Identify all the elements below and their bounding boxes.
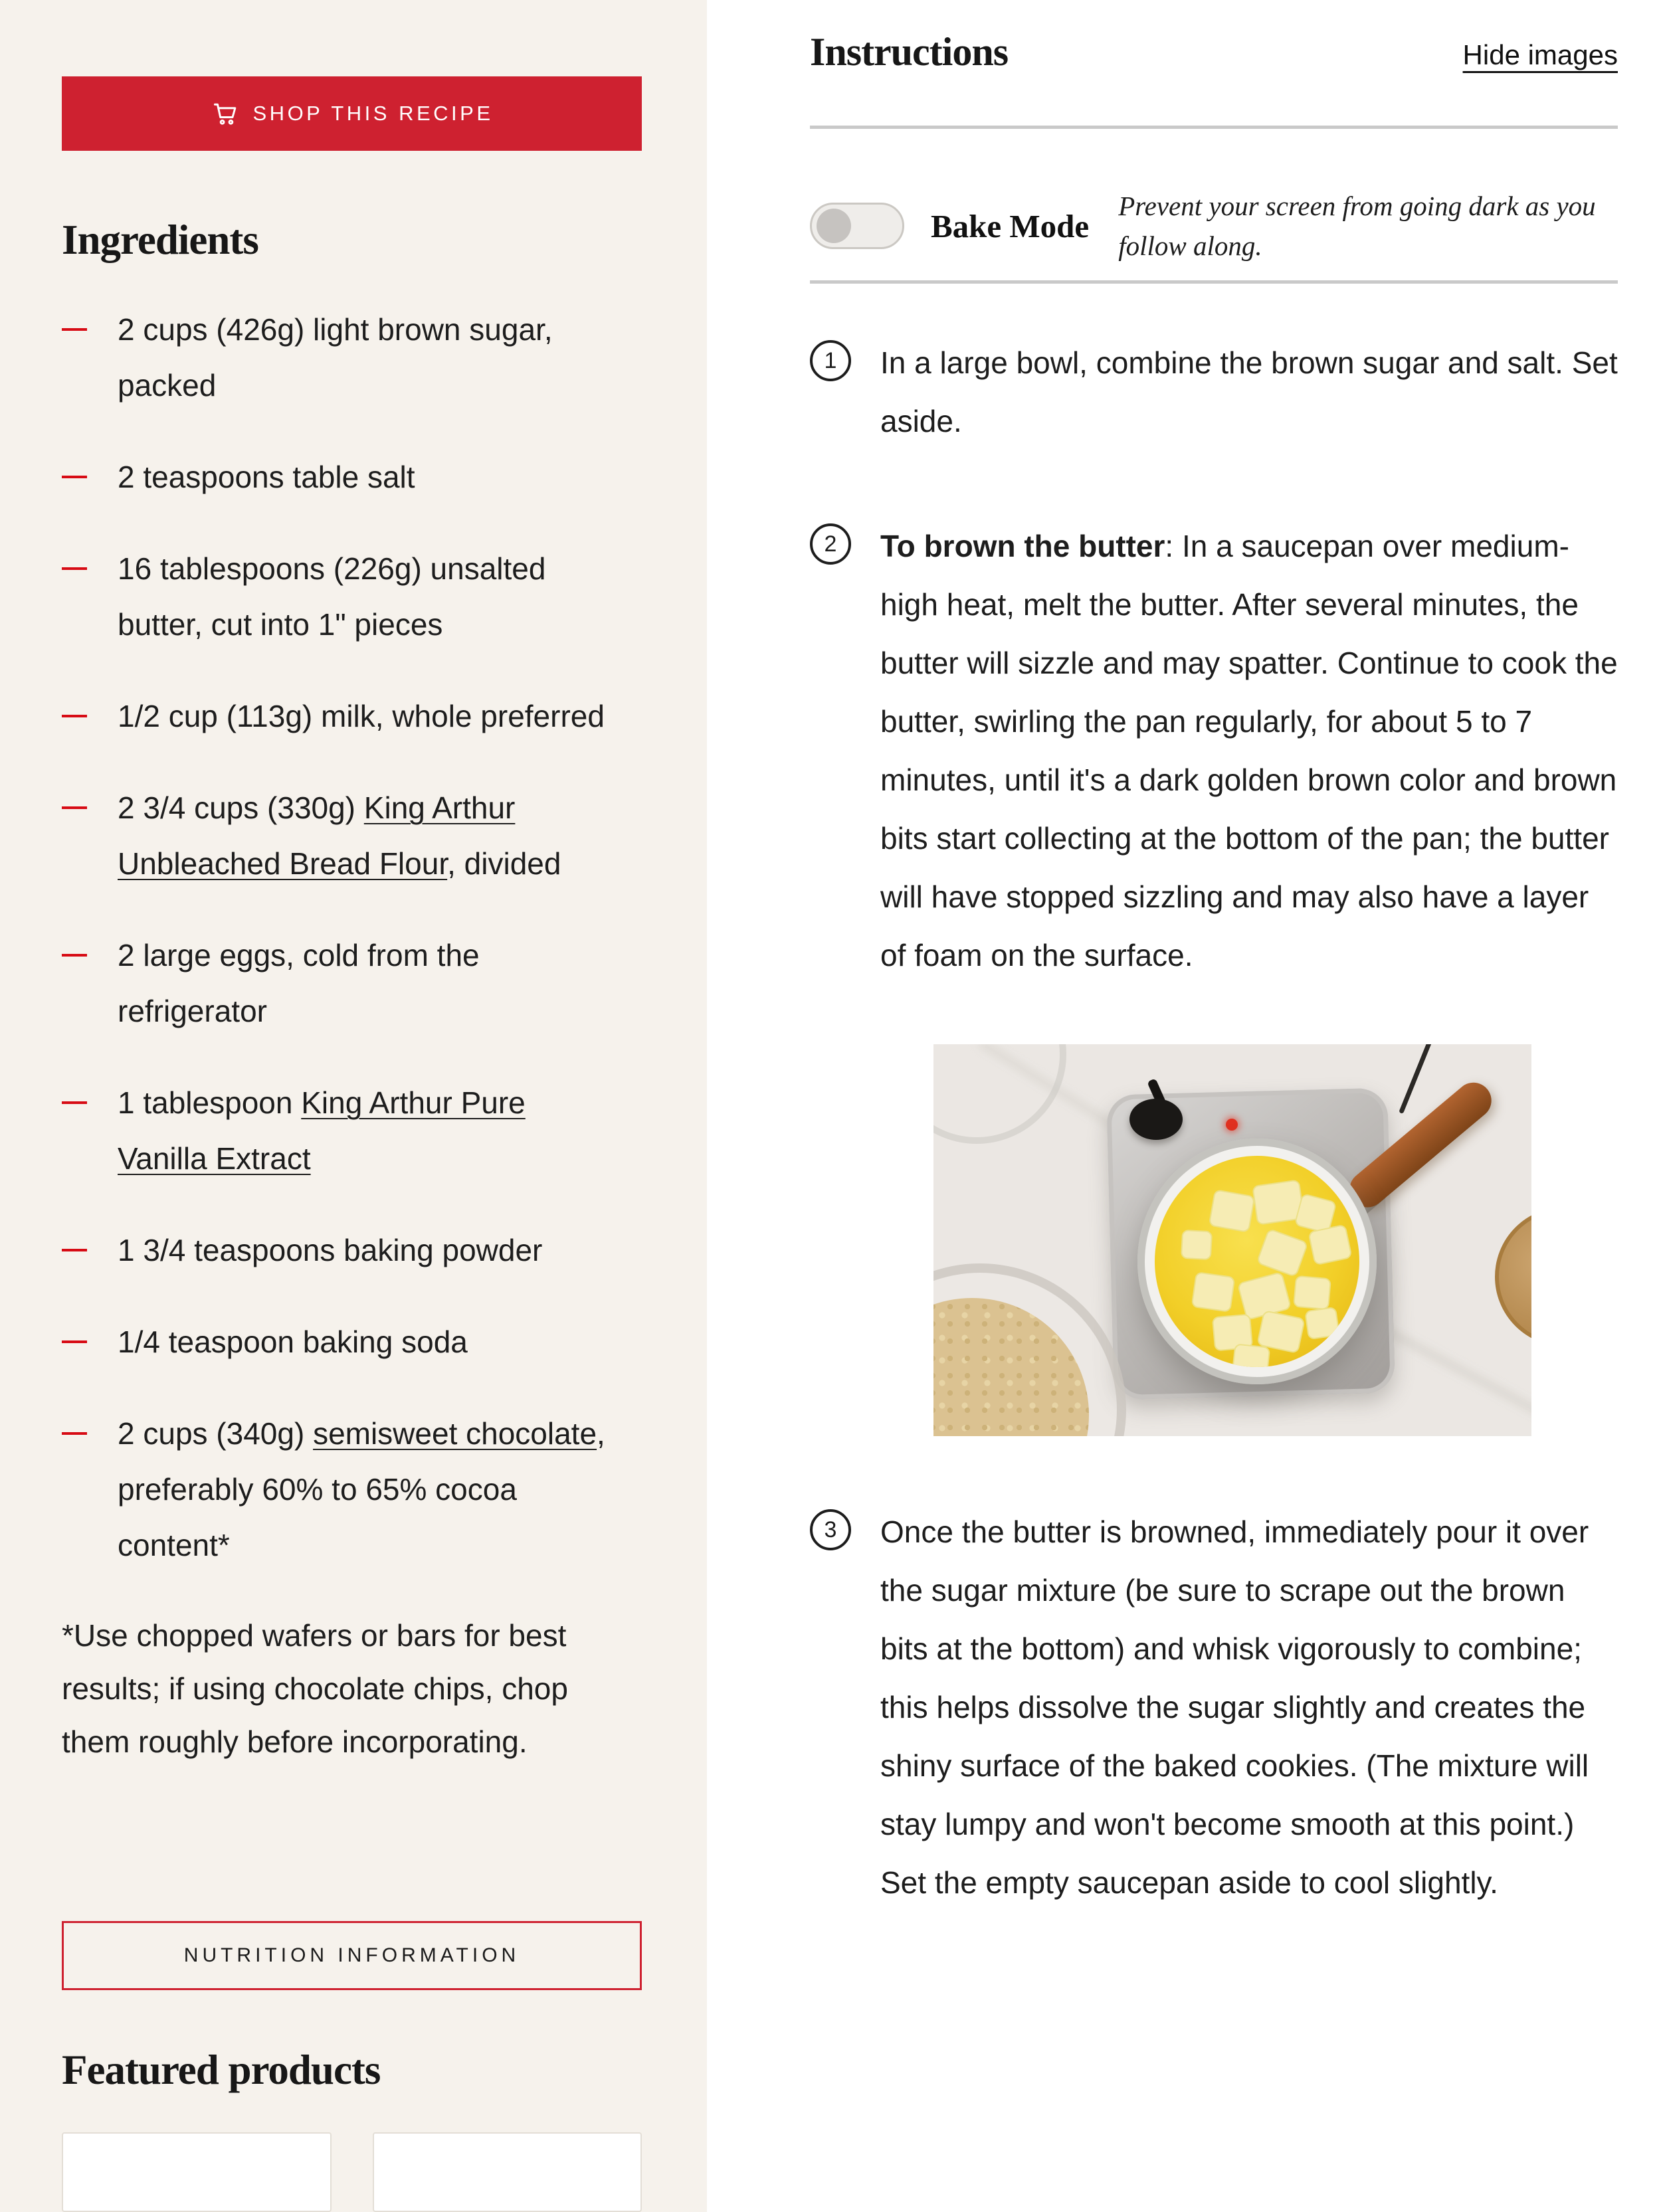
shop-this-recipe-button[interactable] — [62, 76, 642, 151]
step-text — [880, 1503, 1618, 1912]
butter-cube — [1308, 1224, 1353, 1266]
ingredient-item — [62, 1314, 642, 1370]
featured-products-title: Featured products — [62, 2047, 381, 2094]
text-segment: 1/2 cup (113g) milk, whole preferred — [118, 699, 605, 734]
nutrition-information-button[interactable]: NUTRITION INFORMATION — [62, 1921, 642, 1990]
red-indicator-light — [1226, 1119, 1238, 1131]
butter-cube — [1181, 1230, 1213, 1260]
ingredient-text — [118, 449, 623, 505]
saucepan — [1137, 1139, 1377, 1384]
step-number: 2 — [810, 523, 851, 565]
bottom-fade-overlay — [707, 2013, 1661, 2212]
ingredient-item — [62, 302, 642, 413]
text-segment: 2 cups (426g) light brown sugar, packed — [118, 312, 553, 403]
text-segment: Once the butter is browned, immediately pour it over the sugar mixture (be sure to scrape out the brown bits at the bottom) and whisk vigorously to combine; this helps dissolve the sugar slightly and creates the shiny surface of the baked cookies. (The mixture will stay lumpy and won't become smooth at this point.) Set the empty saucepan aside to cool slightly. — [880, 1515, 1589, 1900]
text-segment: To brown the butter — [880, 529, 1165, 563]
red-dash-bullet — [62, 328, 87, 331]
ingredient-link[interactable]: semisweet chocolate — [313, 1416, 597, 1451]
butter-melting-photo — [933, 1044, 1531, 1436]
step-text — [880, 517, 1618, 984]
ingredient-text — [118, 302, 623, 413]
featured-products-row — [62, 2132, 642, 2212]
bake-mode-row — [810, 186, 1618, 266]
red-dash-bullet — [62, 1249, 87, 1251]
divider — [810, 126, 1618, 129]
bake-mode-label: Bake Mode — [931, 207, 1090, 244]
toggle-knob — [817, 209, 851, 243]
ingredient-text — [118, 927, 623, 1039]
hide-images-link[interactable]: Hide images — [1462, 39, 1618, 70]
ingredient-text — [118, 1222, 623, 1278]
butter-cube — [1304, 1307, 1340, 1340]
text-segment: In a large bowl, combine the brown sugar and salt. Set aside. — [880, 345, 1618, 438]
instruction-steps — [810, 333, 1618, 1912]
red-dash-bullet — [62, 476, 87, 478]
ingredient-text — [118, 1406, 623, 1573]
text-segment: 1 3/4 teaspoons baking powder — [118, 1233, 543, 1268]
ingredient-item — [62, 688, 642, 744]
instructions-title: Instructions — [810, 30, 1009, 74]
text-segment: 2 3/4 cups (330g) — [118, 790, 364, 826]
ingredients-title: Ingredients — [62, 217, 258, 263]
ingredient-item — [62, 927, 642, 1039]
ingredient-text — [118, 541, 623, 652]
ingredient-item — [62, 1406, 642, 1573]
text-segment: 2 teaspoons table salt — [118, 460, 415, 495]
featured-product-card[interactable] — [373, 2132, 642, 2212]
step-2-body — [880, 517, 1618, 1436]
text-segment: : In a saucepan over medium-high heat, melt the butter. After several minutes, the butter will sizzle and may spatter. Continue to cook the butter, swirling the pan regularly, for about 5 to 7 minutes, until it's a dark golden brown color and brown bits start collecting at the bottom of the pan; the butter will have stopped sizzling and may also have a layer of foam on the surface. — [880, 529, 1618, 972]
butter-cube — [1232, 1343, 1271, 1367]
divider — [810, 280, 1618, 284]
bake-mode-toggle[interactable] — [810, 203, 904, 249]
step-2 — [810, 517, 1618, 1436]
red-dash-bullet — [62, 1340, 87, 1343]
butter-cube — [1191, 1271, 1236, 1313]
ingredients-list — [62, 302, 642, 1573]
text-segment: 2 cups (340g) — [118, 1416, 314, 1451]
step-1 — [810, 333, 1618, 450]
ingredient-text — [118, 1075, 623, 1186]
text-segment: 16 tablespoons (226g) unsalted butter, cut into 1" pieces — [118, 551, 546, 642]
shop-button-label: SHOP THIS RECIPE — [252, 102, 494, 125]
melted-butter — [1155, 1156, 1359, 1367]
featured-product-card[interactable] — [62, 2132, 332, 2212]
recipe-sidebar — [0, 0, 707, 2212]
instructions-header — [810, 30, 1618, 74]
step-3 — [810, 1503, 1618, 1912]
glass-dish-edge — [933, 1044, 1066, 1144]
ingredient-item — [62, 780, 642, 891]
text-segment: 1/4 teaspoon baking soda — [118, 1325, 468, 1360]
ingredient-link[interactable]: King Arthur Unbleached Bread Flour — [118, 790, 516, 881]
ingredient-text — [118, 688, 623, 744]
ingredient-text — [118, 1314, 623, 1370]
step-number: 1 — [810, 340, 851, 381]
bake-mode-description: Prevent your screen from going dark as you follow along. — [1118, 191, 1596, 261]
power-cord — [1399, 1044, 1432, 1114]
ingredient-text — [118, 780, 623, 891]
cart-icon — [211, 99, 240, 128]
hot-plate-knob — [1129, 1099, 1183, 1140]
ingredient-item — [62, 1222, 642, 1278]
instructions-panel — [707, 0, 1661, 2212]
text-segment: 2 large eggs, cold from the refrigerator — [118, 938, 480, 1029]
butter-cube — [1256, 1228, 1308, 1278]
butter-cube — [1293, 1275, 1331, 1311]
wooden-bowl-edge — [1495, 1207, 1531, 1346]
red-dash-bullet — [62, 715, 87, 717]
step-number: 3 — [810, 1509, 851, 1550]
step-text — [880, 333, 1618, 450]
red-dash-bullet — [62, 954, 87, 957]
red-dash-bullet — [62, 1432, 87, 1435]
red-dash-bullet — [62, 806, 87, 809]
text-segment: 1 tablespoon — [118, 1085, 302, 1121]
ingredient-item — [62, 1075, 642, 1186]
ingredient-item — [62, 541, 642, 652]
ingredients-footnote: *Use chopped wafers or bars for best results; if using chocolate chips, chop them roughly before incorporating. — [62, 1618, 568, 1760]
text-segment: , divided — [447, 846, 561, 881]
butter-cube — [1209, 1189, 1256, 1233]
text-segment: , preferably 60% to 65% cocoa content* — [118, 1416, 605, 1563]
red-dash-bullet — [62, 567, 87, 570]
red-dash-bullet — [62, 1101, 87, 1104]
ingredient-link[interactable]: King Arthur Pure Vanilla Extract — [118, 1085, 526, 1176]
ingredient-item — [62, 449, 642, 505]
